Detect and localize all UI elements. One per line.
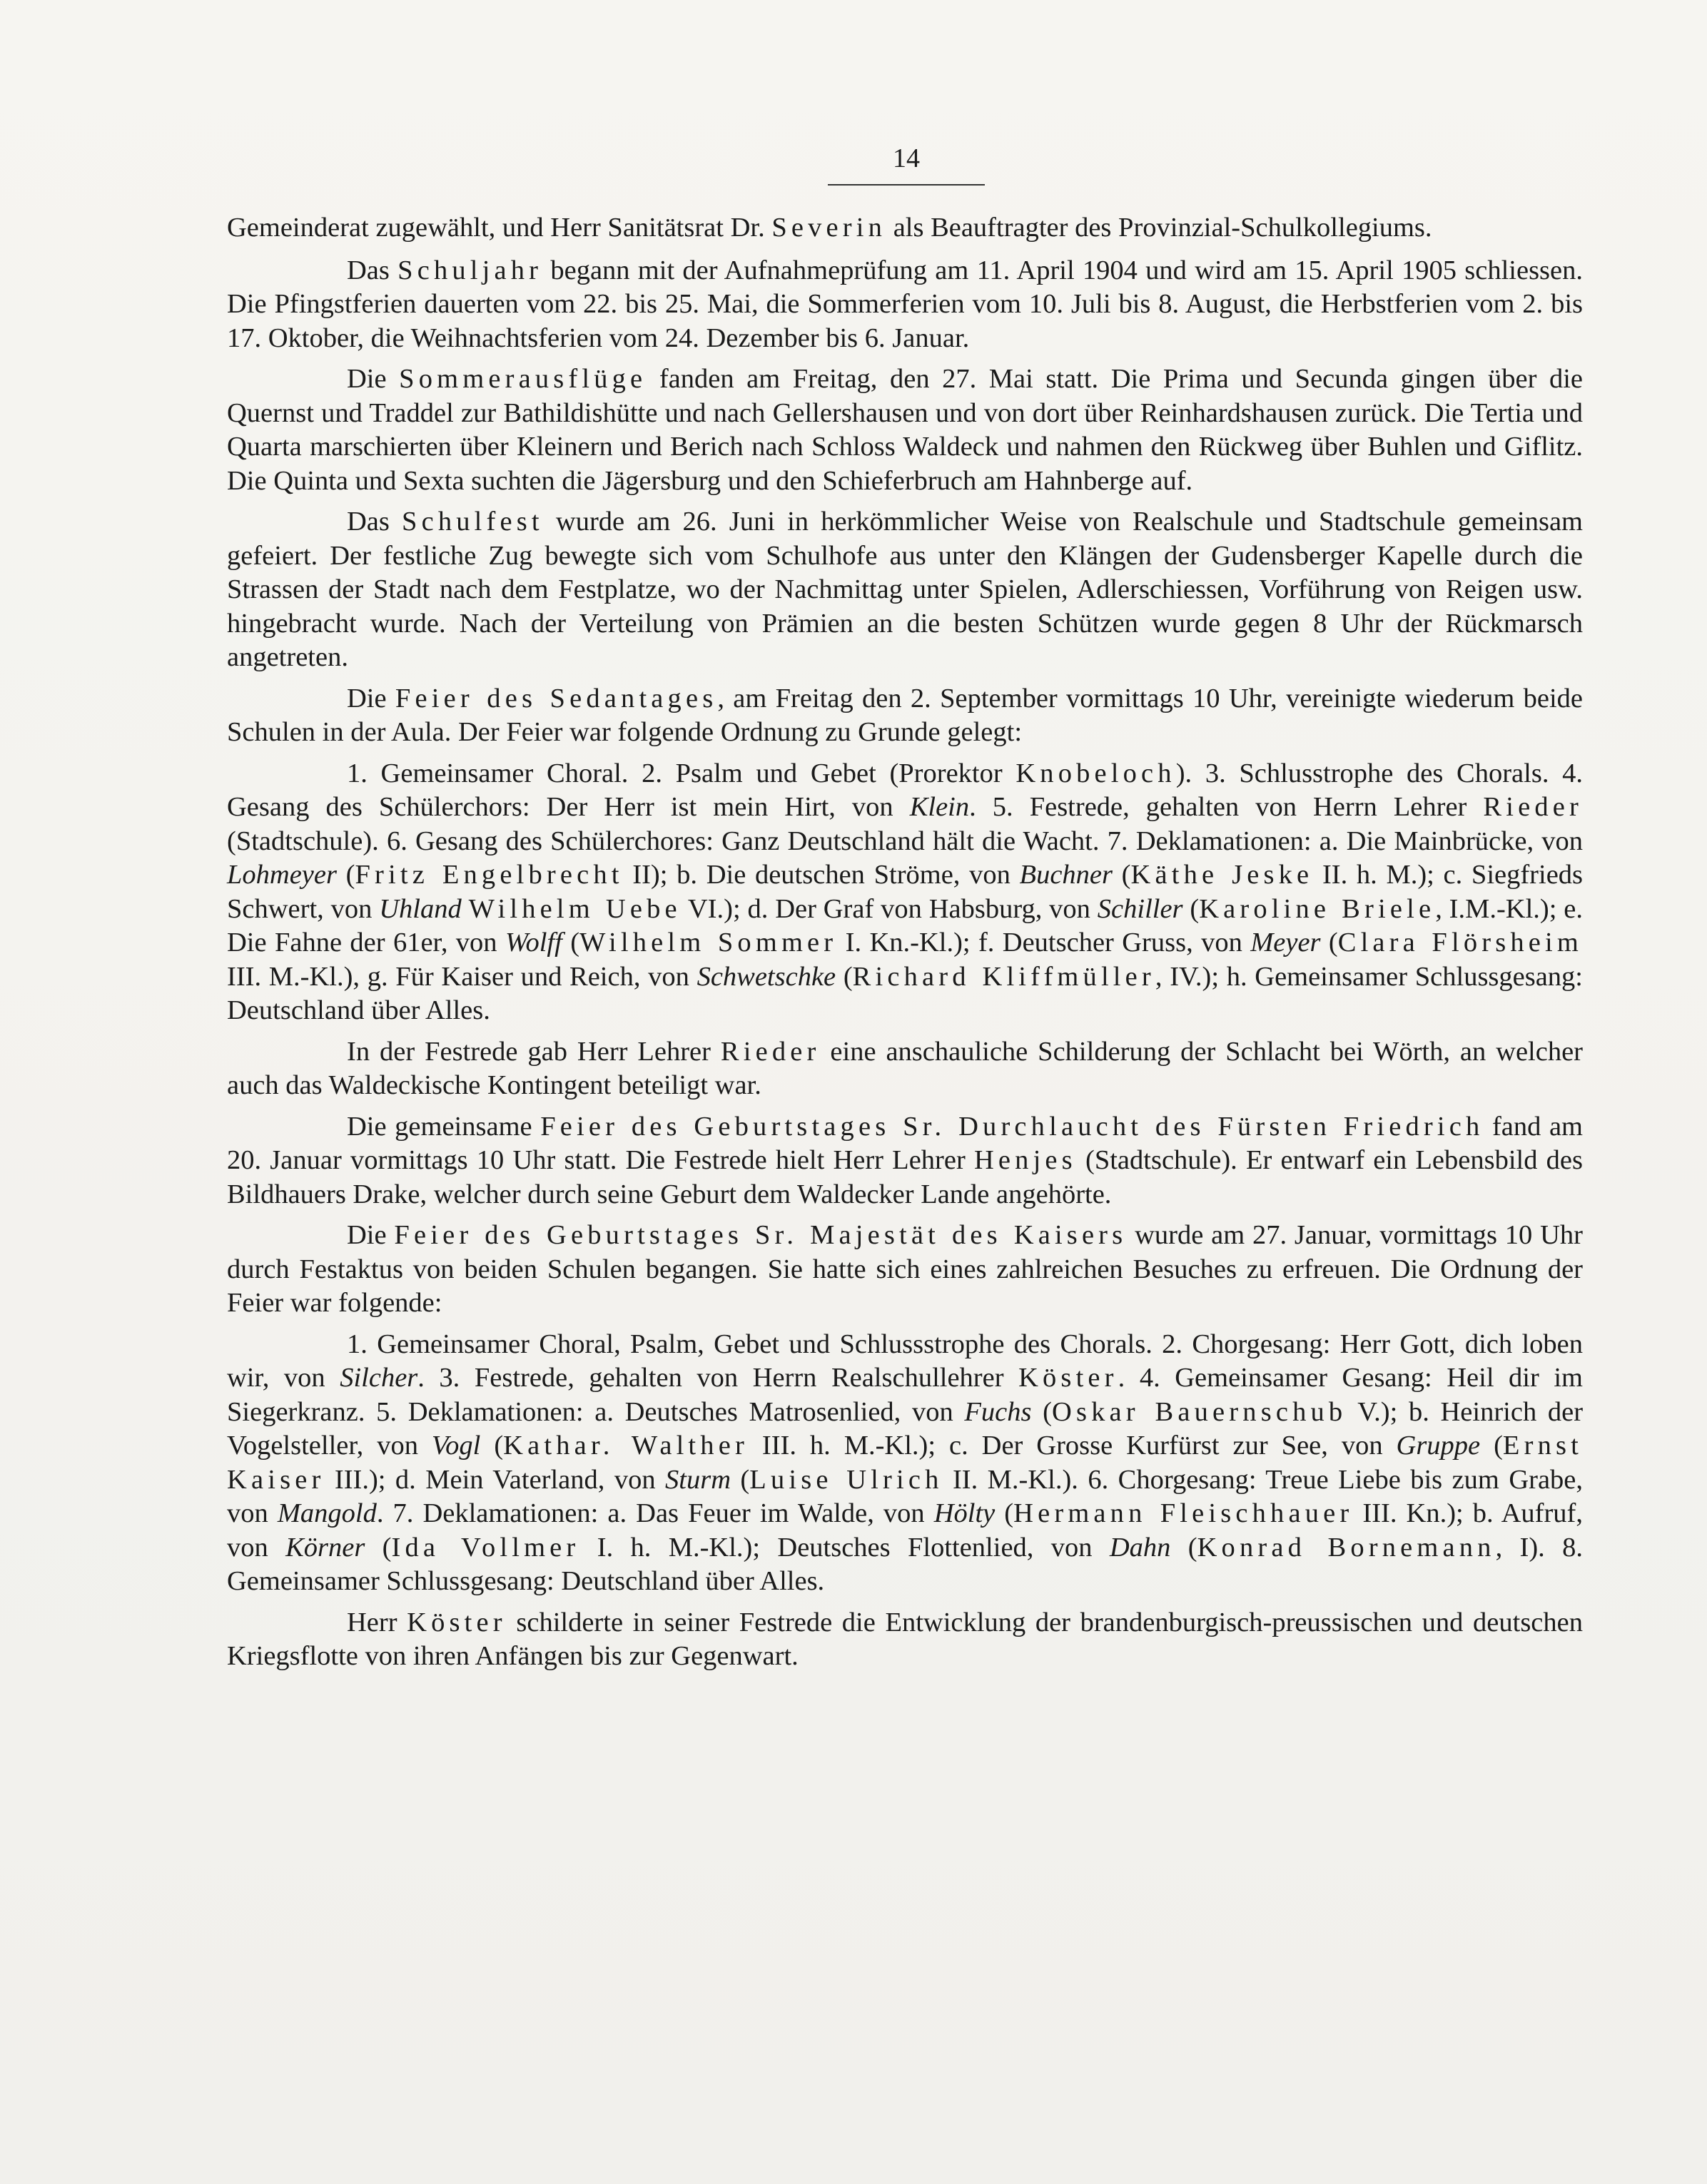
text-run: begann mit der Aufnahmeprüfung am 11. April 1904 und wird am 15. April 1905 schliessen. Die Pfingstferien dauerten vom 22. bis 25. Mai, die Sommerferien vom 10. Juli bis 8. August, die Herbstferien vom 2. bis 17. Oktober, die Weihnachtsferien vom 24. Dezember bis 6. Januar. xyxy=(227,255,1583,353)
author-name: Sturm xyxy=(665,1464,731,1495)
spaced-name: Knobeloch xyxy=(1015,758,1176,788)
text-run: ( xyxy=(1320,928,1338,958)
author-name: Hölty xyxy=(933,1498,996,1528)
text-run: Herr xyxy=(347,1607,407,1637)
spaced-name: Wilhelm Sommer xyxy=(579,928,838,958)
spaced-name: Luise Ulrich xyxy=(749,1464,943,1495)
spaced-name: Hermann Fleischhauer xyxy=(1013,1498,1354,1528)
text-run: ( xyxy=(365,1532,392,1563)
spaced-name: Severin xyxy=(771,213,887,243)
text-run: Das xyxy=(347,507,402,537)
text-run: ( xyxy=(1112,860,1131,890)
paragraph-kaisers-geburtstag xyxy=(227,1219,1583,1321)
text-run: , I.M.-Kl.); e. Die Fahne der 61er, von xyxy=(227,893,1584,958)
text-run: III.); d. Mein Vaterland, von xyxy=(325,1464,666,1495)
spaced-name: Fritz Engelbrecht xyxy=(355,860,624,890)
text-run: I. Kn.-Kl.); f. Deutscher Gruss, von xyxy=(837,928,1251,958)
spaced-name: Rieder xyxy=(1483,792,1583,822)
paragraph-continuation xyxy=(227,211,1583,245)
text-run: . 5. Festrede, gehalten von Herrn Lehrer xyxy=(969,792,1484,822)
spaced-name: Feier des Geburtstages Sr. Majestät des Kaisers xyxy=(394,1220,1128,1250)
spaced-name: Konrad Bornemann xyxy=(1197,1532,1496,1563)
paragraph-sedantag xyxy=(227,682,1583,750)
text-run: Die xyxy=(347,364,400,394)
text-run: II. h. M.); c. Siegfrieds Schwert, von xyxy=(227,860,1584,924)
page-number: 14 xyxy=(893,143,920,173)
spaced-name: Schulfest xyxy=(402,507,544,537)
text-run: ). 3. Schlusstrophe des Chorals. 4. Gesang des Schülerchors: Der Herr ist mein Hirt, von xyxy=(227,758,1583,822)
spaced-name: Köster xyxy=(1018,1363,1118,1393)
text-run: ( xyxy=(731,1464,750,1495)
spaced-name: Schuljahr xyxy=(397,255,543,285)
author-name: Schiller xyxy=(1097,893,1183,924)
author-name: Mangold xyxy=(277,1498,377,1528)
text-run: ( xyxy=(836,961,853,992)
spaced-name: Wilhelm Uebe xyxy=(468,893,682,924)
text-run: wurde am 27. Januar, vormittags 10 Uhr durch Festaktus von beiden Schulen begangen. Sie hatte sich eines zahlreichen Besuches zu erfreuen. Die Ordnung der Feier war folgende: xyxy=(227,1220,1583,1318)
author-name: Klein xyxy=(909,792,970,822)
author-name: Lohmeyer xyxy=(227,860,337,890)
paragraph-sommerausfluege xyxy=(227,362,1583,498)
text-run: III. Kn.); b. Aufruf, von xyxy=(227,1498,1583,1563)
text-run: . 4. Gemeinsamer Gesang: Heil dir im Siegerkranz. 5. Deklamationen: a. Deutsches Matrosenlied, von xyxy=(227,1363,1583,1427)
text-run: ( xyxy=(1031,1396,1052,1427)
text-run: 1. Gemeinsamer Choral. 2. Psalm und Gebet (Prorektor xyxy=(347,758,1016,788)
text-run: Das xyxy=(347,255,398,285)
spaced-name: Clara Flörsheim xyxy=(1337,928,1584,958)
text-run: II); b. Die deutschen Ströme, von xyxy=(623,860,1020,890)
text-run: ( xyxy=(995,1498,1014,1528)
spaced-name: Karoline Briele xyxy=(1199,893,1436,924)
author-name: Fuchs xyxy=(964,1396,1032,1427)
text-run: I. h. M.-Kl.); Deutsches Flottenlied, von xyxy=(579,1532,1110,1563)
text-run: Die gemeinsame xyxy=(347,1111,541,1142)
text-run: als Beauftragter des Provinzial-Schulkollegiums. xyxy=(886,213,1432,243)
text-run xyxy=(462,894,469,924)
spaced-name: Feier des Geburtstages Sr. Durchlaucht des Fürsten Friedrich xyxy=(540,1111,1484,1142)
text-run: . 7. Deklamationen: a. Das Feuer im Walde, von xyxy=(376,1498,934,1528)
spaced-name: Rieder xyxy=(720,1036,821,1067)
spaced-name: Kathar. Walther xyxy=(503,1431,749,1461)
author-name: Gruppe xyxy=(1396,1431,1481,1461)
spaced-name: Oskar Bauernschub xyxy=(1051,1396,1347,1427)
author-name: Wolff xyxy=(505,928,562,958)
spaced-name: Feier des Sedantages xyxy=(395,683,718,713)
text-run: In der Festrede gab Herr Lehrer xyxy=(347,1036,721,1067)
text-run: VI.); d. Der Graf von Habsburg, von xyxy=(681,893,1098,924)
text-run: fanden am Freitag, den 27. Mai statt. Die Prima und Secunda gingen über die Quernst und Traddel zur Bathildishütte und nach Gellershausen und von dort über Reinhardshausen zurück. Die Tertia und Quarta marschierten über Kleinern und Berich nach Schloss Waldeck und nahmen den Rückweg über Buhlen und Giflitz. Die Quinta und Sexta suchten die Jägersburg und den Schieferbruch am Hahnberge auf. xyxy=(227,364,1584,496)
paragraph-festrede-koester xyxy=(227,1606,1583,1674)
text-run: II. M.-Kl.). 6. Chorgesang: Treue Liebe bis zum Grabe, von xyxy=(227,1464,1583,1528)
text-run: (Stadtschule). 6. Gesang des Schülerchores: Ganz Deutschland hält die Wacht. 7. Deklamationen: a. Die Mainbrücke, von xyxy=(227,826,1583,856)
text-run: , am Freitag den 2. September vormittags 10 Uhr, vereinigte wiederum beide Schulen in der Aula. Der Feier war folgende Ordnung zu Grunde gelegt: xyxy=(227,683,1583,747)
text-run: ( xyxy=(562,928,580,958)
text-run: schilderte in seiner Festrede die Entwicklung der brandenburgisch-preussischen und deutschen Kriegsflotte von ihren Anfängen bis zur Gegenwart. xyxy=(227,1607,1583,1671)
author-name: Dahn xyxy=(1109,1532,1171,1563)
text-run: (Stadtschule). Er entwarf ein Lebensbild des Bildhauers Drake, welcher durch seine Geburt dem Waldecker Lande angehörte. xyxy=(227,1145,1583,1209)
text-run: III. M.-Kl.), g. Für Kaiser und Reich, von xyxy=(227,961,697,992)
author-name: Vogl xyxy=(431,1431,481,1461)
text-run: . 3. Festrede, gehalten von Herrn Realschullehrer xyxy=(417,1363,1019,1393)
author-name: Schwetschke xyxy=(697,961,836,992)
text-run: Gemeinderat zugewählt, und Herr Sanitätsrat Dr. xyxy=(227,213,772,243)
text-run: Die xyxy=(347,1220,395,1250)
body-text xyxy=(227,211,1583,1681)
text-run: wurde am 26. Juni in herkömmlicher Weise von Realschule und Stadtschule gemeinsam gefeiert. Der festliche Zug bewegte sich vom Schulhofe aus unter den Klängen der Gudensberger Kapelle durch die Strassen der Stadt nach dem Festplatze, wo der Nachmittag unter Spielen, Adlerschiessen, Vorführung von Reigen usw. hingebracht wurde. Nach der Verteilung von Prämien an die besten Schützen wurde gegen 8 Uhr der Rückmarsch angetreten. xyxy=(227,507,1583,672)
text-run: ( xyxy=(1480,1431,1503,1461)
text-run: Die xyxy=(347,683,395,713)
text-run: III. h. M.-Kl.); c. Der Grosse Kurfürst zur See, von xyxy=(748,1431,1397,1461)
spaced-name: Richard Kliffmüller xyxy=(852,961,1155,992)
text-run: , IV.); h. Gemeinsamer Schlussgesang: Deutschland über Alles. xyxy=(227,961,1584,1025)
paragraph-schuljahr xyxy=(227,254,1583,356)
text-run: eine anschauliche Schilderung der Schlacht bei Wörth, an welcher auch das Waldeckische Kontingent beteiligt war. xyxy=(227,1036,1583,1100)
paragraph-kaiser-program xyxy=(227,1328,1583,1599)
text-run: ( xyxy=(480,1431,504,1461)
spaced-name: Ernst Kaiser xyxy=(227,1431,1583,1495)
author-name: Buchner xyxy=(1019,860,1113,890)
spaced-name: Köster xyxy=(407,1607,507,1637)
paragraph-fuerst-friedrich xyxy=(227,1110,1583,1212)
text-run: ( xyxy=(336,860,355,890)
text-run: V.); b. Heinrich der Vogelsteller, von xyxy=(227,1396,1584,1461)
paragraph-schulfest xyxy=(227,505,1583,675)
text-run: ( xyxy=(1182,893,1200,924)
text-run: , I). 8. Gemeinsamer Schlussgesang: Deutschland über Alles. xyxy=(227,1532,1584,1596)
spaced-name: Sommerausflüge xyxy=(399,364,647,394)
paragraph-sedantag-program xyxy=(227,757,1583,1028)
spaced-name: Ida Vollmer xyxy=(391,1532,580,1563)
author-name: Körner xyxy=(285,1532,365,1563)
author-name: Meyer xyxy=(1250,928,1321,958)
text-run: ( xyxy=(1170,1532,1197,1563)
author-name: Silcher xyxy=(340,1363,418,1393)
header-rule xyxy=(828,184,985,186)
paragraph-festrede-rieder xyxy=(227,1035,1583,1103)
text-run: 1. Gemeinsamer Choral, Psalm, Gebet und Schlussstrophe des Chorals. 2. Chorgesang: Herr Gott, dich loben wir, von xyxy=(227,1329,1583,1393)
spaced-name: Henjes xyxy=(973,1145,1077,1175)
author-name: Uhland xyxy=(379,893,462,924)
spaced-name: Käthe Jeske xyxy=(1130,860,1314,890)
text-run: fand am 20. Januar vormittags 10 Uhr statt. Die Festrede hielt Herr Lehrer xyxy=(227,1111,1584,1175)
